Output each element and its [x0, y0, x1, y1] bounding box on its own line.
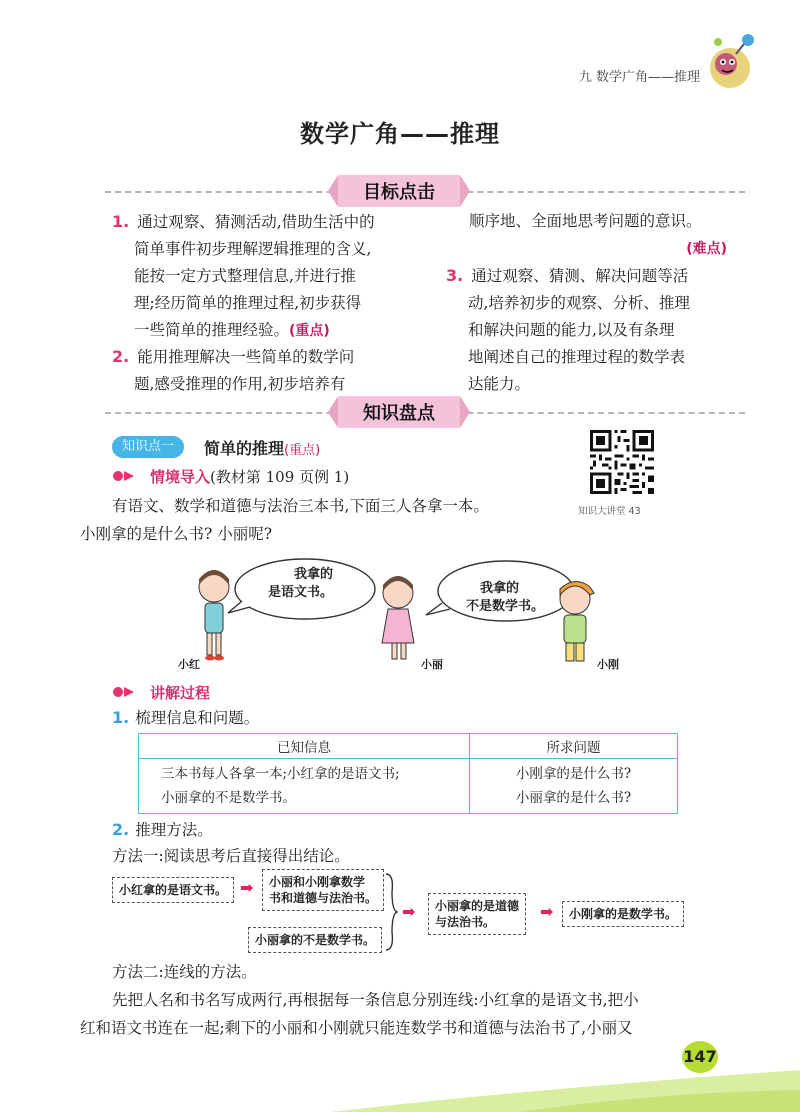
arrow-right-icon: ➡ [402, 902, 416, 921]
arrow-bullet-icon [112, 470, 136, 482]
page-number: 147 [682, 1041, 718, 1073]
flow-box-1: 小红拿的是语文书。 [112, 877, 234, 903]
flow-box-line: 小丽和小刚拿数学 [269, 875, 366, 889]
footer-wave [0, 1040, 800, 1112]
step-1 [112, 704, 259, 732]
qr-caption: 知识大讲堂 43 [578, 506, 641, 517]
flow-box-5: 小刚拿的是数学书。 [562, 901, 684, 927]
scene-heading [150, 466, 349, 487]
section-banner-knowledge [338, 396, 460, 428]
arrow-right-icon: ➡ [240, 878, 254, 897]
objective-1 [112, 208, 412, 345]
name-label-xiaoli: 小丽 [421, 658, 443, 671]
objective-line: 能用推理解决一些简单的数学问 [137, 348, 355, 366]
step-number: 1. [112, 708, 130, 727]
objective-line: 简单事件初步理解逻辑推理的含义, [134, 240, 372, 258]
objective-line: 顺序地、全面地思考问题的意识。 [469, 212, 702, 230]
bubble-line: 我拿的 [294, 567, 334, 582]
key-point-tag: (重点) [289, 323, 330, 339]
objective-line: 通过观察、猜测活动,借助生活中的 [137, 213, 375, 231]
key-point-tag: (重点) [284, 443, 321, 458]
brace-icon [384, 872, 398, 952]
arrow-bullet-icon [112, 686, 136, 698]
scene-heading-label: 情境导入 [150, 468, 211, 486]
name-label-xiaogang: 小刚 [597, 658, 619, 671]
knowledge-point-tag: 知识点一 [112, 436, 184, 458]
step-text: 推理方法。 [135, 821, 213, 839]
mascot-icon [696, 28, 760, 90]
info-table [138, 733, 678, 814]
table-cell-line: 三本书每人各拿一本;小红拿的是语文书; [161, 766, 400, 782]
table-header-row [139, 734, 678, 759]
knowledge-point-name: 简单的推理 [204, 439, 285, 458]
chapter-header: 九 数学广角——推理 [578, 70, 700, 85]
scene-text: 有语文、数学和道德与法治三本书,下面三人各拿一本。 [112, 497, 489, 515]
qr-code-icon[interactable] [590, 430, 654, 494]
section-label: 知识盘点 [363, 403, 435, 424]
flow-box-line: 与法治书。 [435, 915, 496, 929]
page-title: 数学广角——推理 [300, 120, 500, 148]
step-number: 2. [112, 820, 130, 839]
objective-number: 3. [446, 266, 464, 285]
objective-number: 2. [112, 347, 130, 366]
girl-xiaohong-figure [199, 570, 229, 661]
objective-line: 题,感受推理的作用,初步培养有 [134, 375, 346, 393]
flow-box-line: 小丽拿的是道德 [435, 899, 520, 913]
flow-box-line: 书和道德与法治书。 [269, 891, 378, 905]
table-cell-line: 小丽拿的不是数学书。 [161, 790, 296, 806]
step-text: 梳理信息和问题。 [135, 709, 260, 727]
table-cell-known [139, 759, 470, 814]
method-2-paragraph: 先把人名和书名写成两行,再根据每一条信息分别连线:小红拿的是语文书,把小 [112, 991, 639, 1009]
table-header: 所求问题 [470, 734, 678, 759]
scene-question: 小刚拿的是什么书? 小丽呢? [80, 525, 273, 543]
flow-box-3: 小丽拿的不是数学书。 [248, 927, 382, 953]
speech-bubble-xiaoli [466, 580, 576, 616]
objective-line: 达能力。 [468, 375, 531, 393]
objective-2 [112, 343, 412, 398]
bubble-line: 我拿的 [480, 581, 520, 596]
knowledge-point-title [204, 436, 320, 459]
objective-2-continued [469, 208, 749, 263]
arrow-right-icon: ➡ [540, 902, 554, 921]
speech-bubble-xiaohong [268, 566, 378, 602]
objective-line: 通过观察、猜测、解决问题等活 [471, 267, 689, 285]
method-1: 方法一:阅读思考后直接得出结论。 [112, 847, 350, 865]
method-2: 方法二:连线的方法。 [112, 963, 257, 981]
method-2-paragraph: 红和语文书连在一起;剩下的小丽和小刚就只能连数学书和道德与法治书了,小丽又 [80, 1019, 633, 1037]
objective-line: 能按一定方式整理信息,并进行推 [134, 267, 356, 285]
process-heading: 讲解过程 [150, 684, 211, 702]
flow-box-4 [428, 893, 526, 935]
objective-line: 动,培养初步的观察、分析、推理 [468, 294, 690, 312]
objective-line: 一些简单的推理经验。 [134, 321, 290, 339]
scene-heading-note: (教材第 109 页例 1) [210, 468, 350, 486]
objective-number: 1. [112, 212, 130, 231]
table-header: 已知信息 [139, 734, 470, 759]
step-2 [112, 816, 213, 844]
objective-line: 理;经历简单的推理过程,初步获得 [134, 294, 362, 312]
table-cell-line: 小丽拿的是什么书? [515, 790, 632, 806]
objective-line: 地阐述自己的推理过程的数学表 [468, 348, 686, 366]
table-cell-asked [470, 759, 678, 814]
section-banner-goals [338, 175, 460, 207]
difficulty-tag: (难点) [686, 241, 727, 257]
section-label: 目标点击 [363, 182, 435, 203]
girl-xiaoli-figure [382, 576, 414, 659]
objective-3 [446, 262, 746, 398]
bubble-line: 不是数学书。 [466, 599, 545, 614]
table-row [139, 759, 678, 814]
bubble-line: 是语文书。 [268, 585, 334, 600]
name-label-xiaohong: 小红 [178, 658, 200, 671]
flow-box-2 [262, 869, 384, 911]
objective-line: 和解决问题的能力,以及有条理 [468, 321, 675, 339]
table-cell-line: 小刚拿的是什么书? [515, 766, 632, 782]
